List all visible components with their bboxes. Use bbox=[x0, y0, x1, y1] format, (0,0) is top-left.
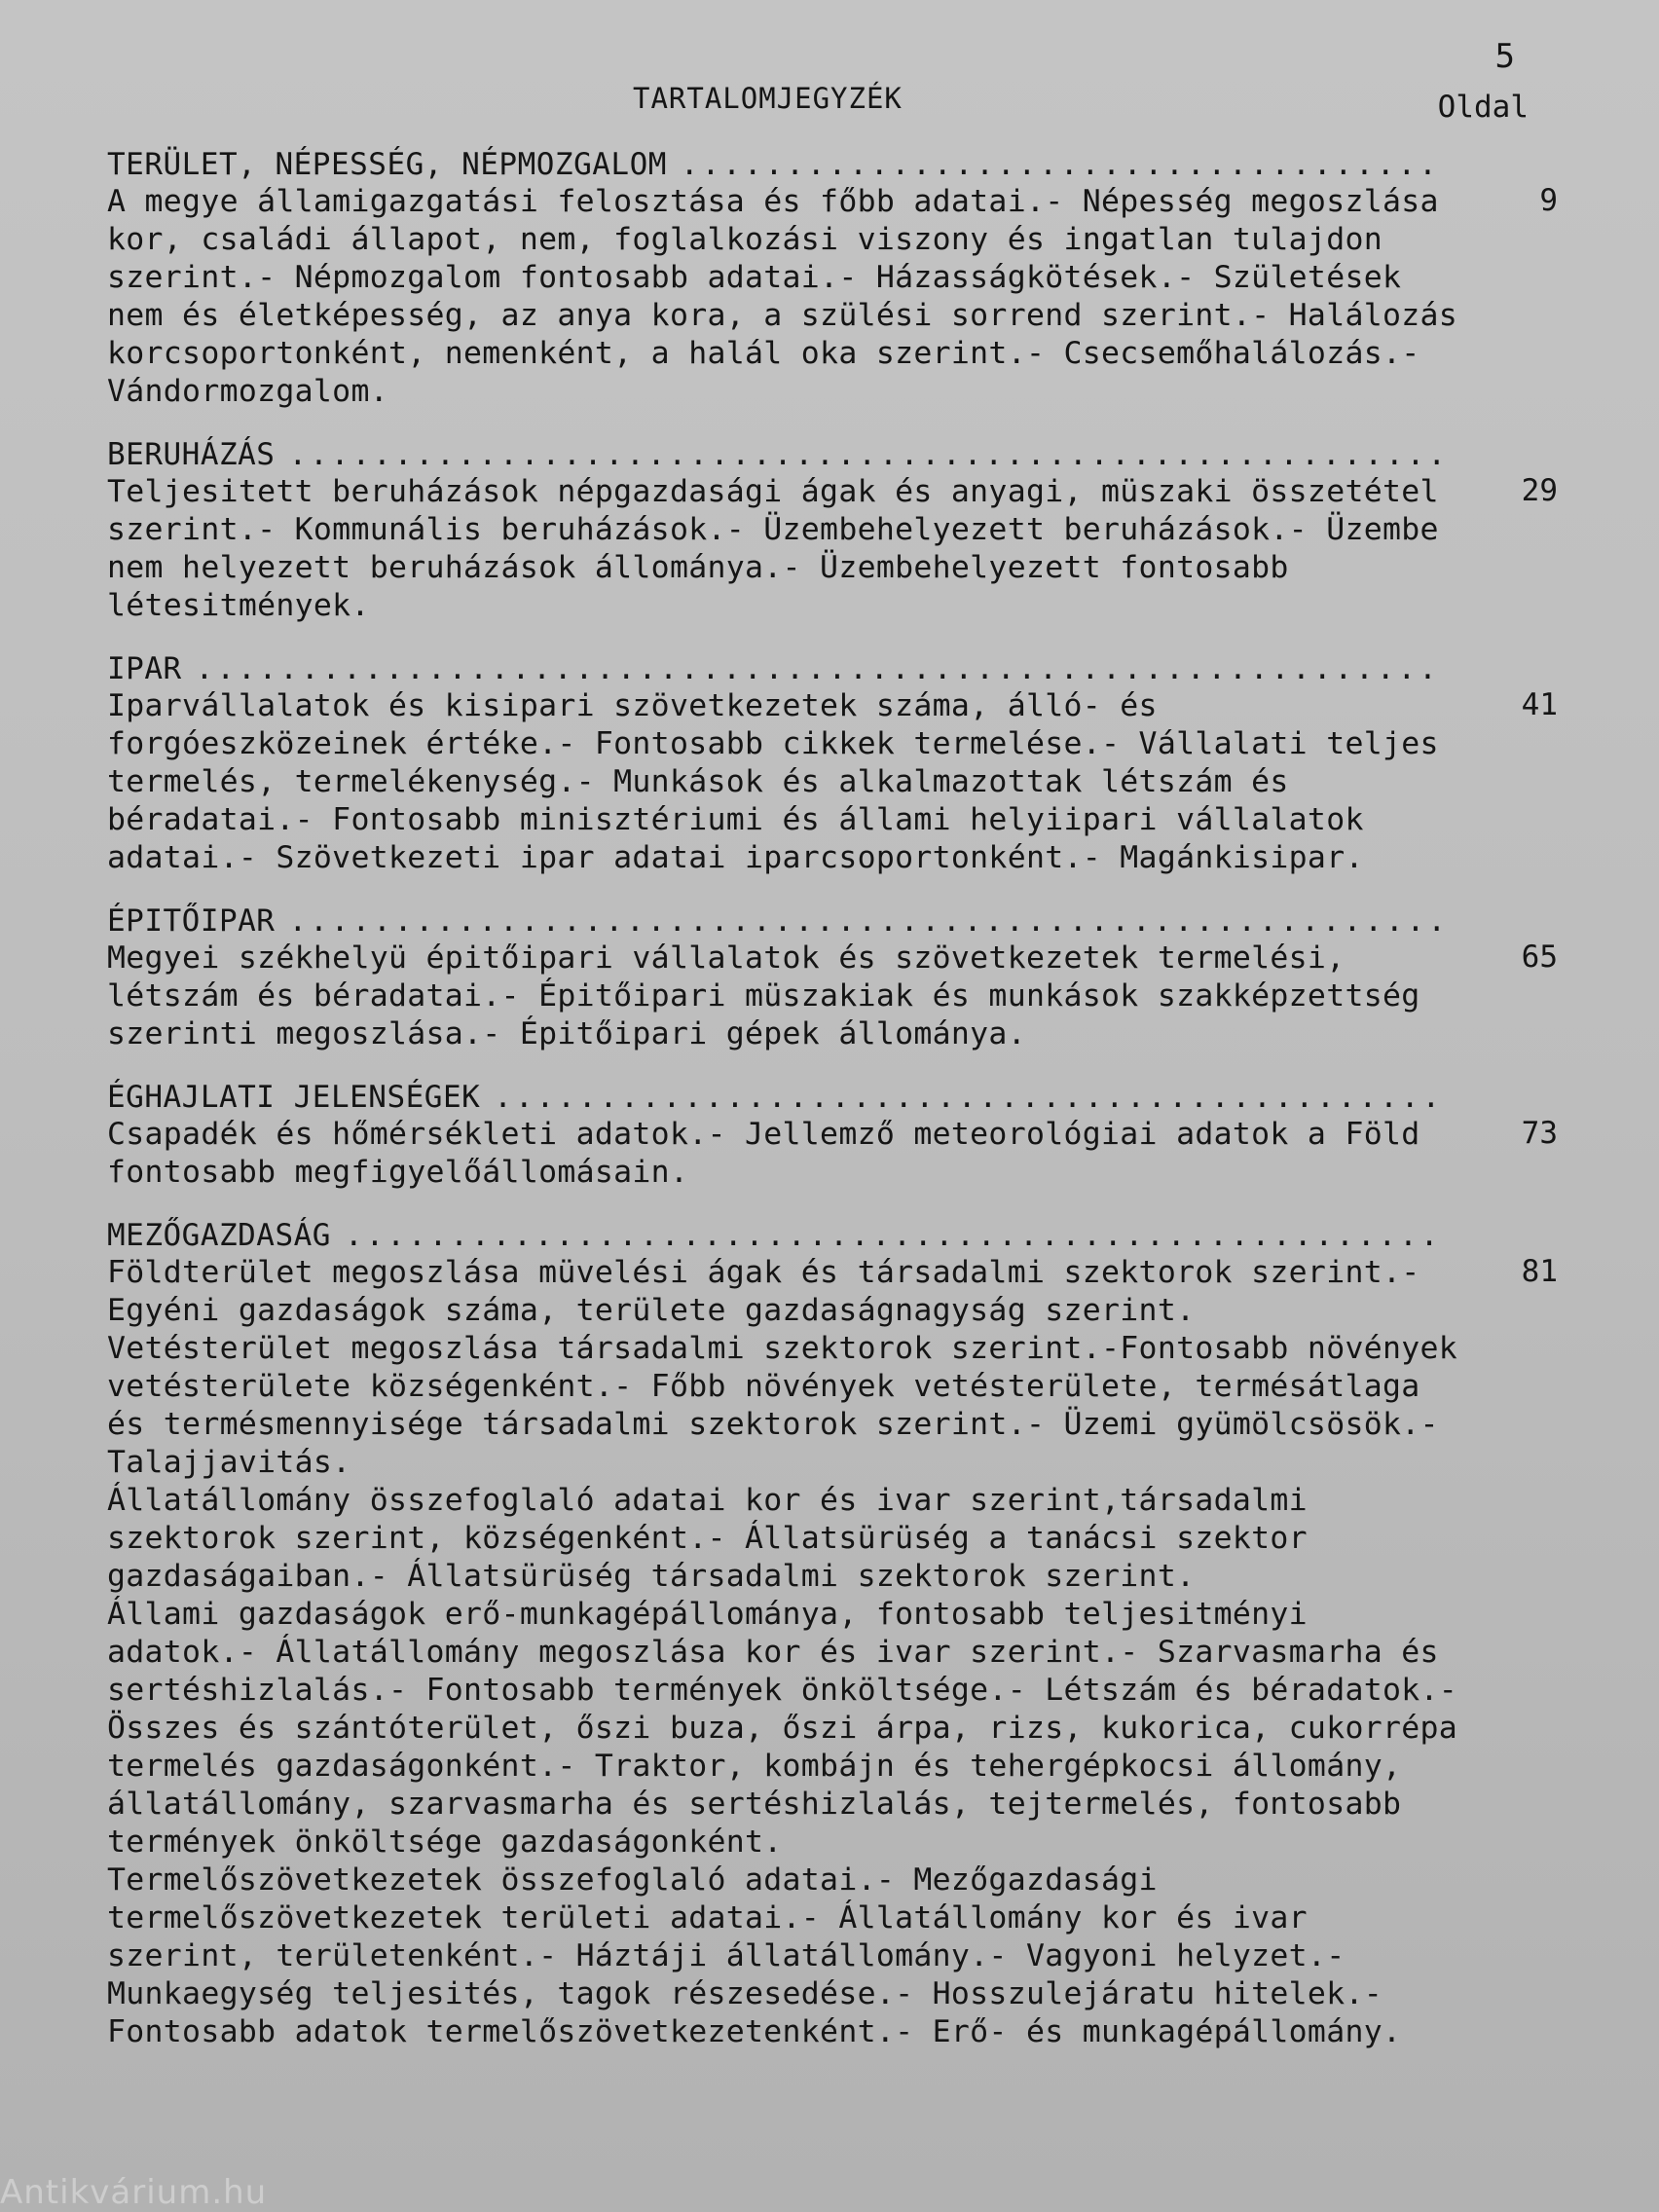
section-page-number: 81 bbox=[1521, 1254, 1558, 1289]
description-paragraph: Földterület megoszlása müvelési ágak és társadalmi szektorok szerint.- Egyéni gazdaságok száma, területe gazdaságnagyság szerint. bbox=[107, 1255, 1420, 1328]
dot-leader bbox=[494, 1079, 1446, 1116]
dot-leader bbox=[288, 903, 1446, 940]
toc-heading-line bbox=[107, 1217, 1446, 1254]
section-heading: ÉPITŐIPAR bbox=[107, 903, 276, 939]
section-heading: BERUHÁZÁS bbox=[107, 437, 276, 472]
dot-leader bbox=[288, 436, 1446, 473]
section-description bbox=[107, 183, 1470, 411]
description-paragraph: Csapadék és hőmérsékleti adatok.- Jellemző meteorológiai adatok a Föld fontosabb megfigyelőállomásain. bbox=[107, 1117, 1420, 1190]
section-page-number: 41 bbox=[1521, 687, 1558, 722]
toc-entry bbox=[107, 1079, 1558, 1192]
description-paragraph: Megyei székhelyü épitőipari vállalatok és szövetkezetek termelési, létszám és béradatai.- Épitőipari müszakiak és munkások szakképzettség szerinti megoszlása.- Épitőipari gépek állománya. bbox=[107, 940, 1420, 1051]
description-paragraph: A megye államigazgatási felosztása és főbb adatai.- Népesség megoszlása kor, családi állapot, nem, foglalkozási viszony és ingatlan tulajdon szerint.- Népmozgalom fontosabb adatai.- Házasságkötések.- Születések nem és életképesség, az anya kora, a szülési sorrend szerint.- Halálozás korcsoportonként, nemenként, a halál oka szerint.- Csecsemőhalálozás.- Vándormozgalom. bbox=[107, 184, 1458, 409]
section-page-number: 65 bbox=[1521, 940, 1558, 975]
toc-entry bbox=[107, 146, 1558, 411]
section-description bbox=[107, 940, 1470, 1053]
description-paragraph: Állatállomány összefoglaló adatai kor és ivar szerint,társadalmi szektorok szerint, községenként.- Állatsürüség a tanácsi szektor gazdaságaiban.- Állatsürüség társadalmi szektorok szerint. bbox=[107, 1483, 1308, 1594]
dot-leader bbox=[196, 650, 1446, 687]
description-paragraph: Iparvállalatok és kisipari szövetkezetek száma, álló- és forgóeszközeinek értéke.- Fontosabb cikkek termelése.- Vállalati teljes termelés, termelékenység.- Munkások és alkalmazottak létszám és béradatai.- Fontosabb minisztériumi és állami helyiipari vállalatok adatai.- Szövetkezeti ipar adatai iparcsoportonként.- Magánkisipar. bbox=[107, 688, 1439, 875]
section-description bbox=[107, 473, 1470, 625]
page-column-label: Oldal bbox=[1437, 90, 1529, 125]
page-title: TARTALOMJEGYZÉK bbox=[633, 82, 903, 115]
toc-heading-row bbox=[107, 146, 1558, 218]
toc-heading-line bbox=[107, 903, 1446, 940]
dot-leader bbox=[681, 146, 1446, 183]
section-description bbox=[107, 1254, 1470, 2051]
section-description bbox=[107, 1116, 1470, 1192]
toc-heading-line bbox=[107, 436, 1446, 473]
section-page-number: 29 bbox=[1521, 473, 1558, 508]
section-heading: ÉGHAJLATI JELENSÉGEK bbox=[107, 1080, 481, 1115]
section-page-number: 73 bbox=[1521, 1116, 1558, 1151]
toc-heading-line bbox=[107, 146, 1446, 183]
section-page-number: 9 bbox=[1539, 183, 1558, 218]
toc-heading-line bbox=[107, 1079, 1446, 1116]
toc-heading-row bbox=[107, 1217, 1558, 1289]
toc-heading-row bbox=[107, 903, 1558, 975]
table-of-contents bbox=[107, 146, 1558, 2077]
description-paragraph: Termelőszövetkezetek összefoglaló adatai.- Mezőgazdasági termelőszövetkezetek területi adatai.- Állatállomány kor és ivar szerint, területenként.- Háztáji állatállomány.- Vagyoni helyzet.- Munkaegység teljesités, tagok részesedése.- Hosszulejáratu hitelek.- Fontosabb adatok termelőszövetkezetenként.- Erő- és munkagépállomány. bbox=[107, 1862, 1402, 2049]
toc-heading-row bbox=[107, 1079, 1558, 1151]
toc-entry bbox=[107, 903, 1558, 1053]
watermark: Antikvárium.hu bbox=[0, 2173, 268, 2212]
section-heading: TERÜLET, NÉPESSÉG, NÉPMOZGALOM bbox=[107, 147, 667, 182]
toc-heading-row bbox=[107, 436, 1558, 508]
section-heading: MEZŐGAZDASÁG bbox=[107, 1218, 331, 1253]
description-paragraph: Teljesitett beruházások népgazdasági ágak és anyagi, müszaki összetétel szerint.- Kommunális beruházások.- Üzembehelyezett beruházások.- Üzembe nem helyezett beruházások állománya.- Üzembehelyezett fontosabb létesitmények. bbox=[107, 474, 1439, 623]
description-paragraph: Állami gazdaságok erő-munkagépállománya, fontosabb teljesitményi adatok.- Állatállomány megoszlása kor és ivar szerint.- Szarvasmarha és sertéshizlalás.- Fontosabb termények önköltsége.- Létszám és béradatok.- Összes és szántóterület, őszi buza, őszi árpa, rizs, kukorica, cukorrépa termelés gazdaságonként.- Traktor, kombájn és tehergépkocsi állomány, állatállomány, szarvasmarha és sertéshizlalás, tejtermelés, fontosabb termények önköltsége gazdaságonként. bbox=[107, 1597, 1458, 1860]
toc-entry bbox=[107, 650, 1558, 877]
toc-heading-line bbox=[107, 650, 1446, 687]
toc-entry bbox=[107, 1217, 1558, 2051]
page-number: 5 bbox=[1494, 37, 1515, 76]
dot-leader bbox=[345, 1217, 1446, 1254]
section-heading: IPAR bbox=[107, 651, 182, 686]
toc-entry bbox=[107, 436, 1558, 625]
toc-heading-row bbox=[107, 650, 1558, 722]
section-description bbox=[107, 687, 1470, 877]
description-paragraph: Vetésterület megoszlása társadalmi szektorok szerint.-Fontosabb növények vetésterülete községenként.- Főbb növények vetésterülete, termésátlaga és termésmennyisége társadalmi szektorok szerint.- Üzemi gyümölcsösök.- Talajjavitás. bbox=[107, 1331, 1458, 1480]
